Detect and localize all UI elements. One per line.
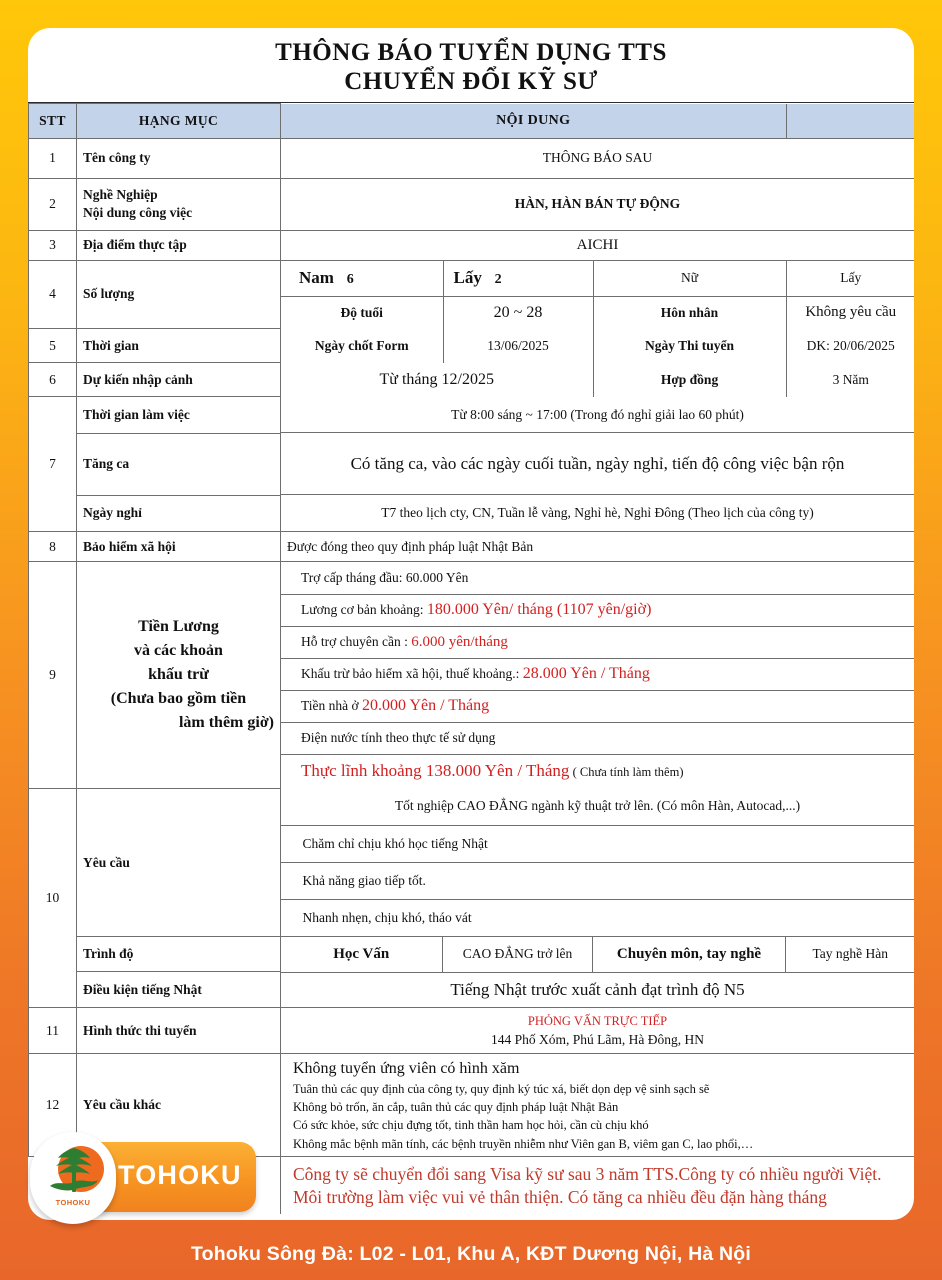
row-7-work-label: Thời gian làm việc (77, 397, 280, 433)
salary-line-7-note: ( Chưa tính làm thêm) (569, 765, 684, 780)
header-content-cell (281, 104, 915, 139)
row-4-male-label: Nam (299, 268, 334, 288)
salary-line-6: Điện nước tính theo thực tế sử dụng (281, 722, 914, 754)
row-4-take-count: 2 (494, 272, 502, 288)
row-9-no: 9 (29, 562, 77, 789)
title-line-2: CHUYỂN ĐỔI KỸ SƯ (344, 68, 598, 95)
row-4-age-label: Độ tuổi (281, 297, 443, 329)
row-7-off-label: Ngày nghỉ (77, 495, 280, 531)
row-4-male (281, 261, 443, 297)
row-3-no: 3 (29, 230, 77, 260)
salary-line-3 (281, 626, 914, 658)
row-4-no: 4 (29, 260, 77, 329)
salary-line-7-value: Thực lĩnh khoảng 138.000 Yên / Tháng (301, 761, 570, 781)
row-9-item (77, 562, 281, 789)
header-extra (786, 104, 914, 138)
row-6-grid (281, 363, 915, 397)
table-row (29, 1008, 915, 1054)
row-1-no: 1 (29, 138, 77, 178)
other-req-5: Không mắc bệnh mãn tính, các bệnh truyền nhiễm như Viên gan B, viêm gan C, lao phổi,… (293, 1136, 754, 1151)
salary-line-3-value: 6.000 yên/tháng (411, 633, 508, 650)
row-7-labels (77, 397, 281, 532)
row-10-skill-value: Tay nghề Hàn (812, 946, 889, 961)
address-bar (0, 1228, 942, 1280)
row-9-item-line3: khấu trừ (148, 665, 209, 683)
row-1-item: Tên công ty (77, 138, 281, 178)
row-8-value: Được đóng theo quy định pháp luật Nhật Bản (281, 532, 915, 562)
table-row (29, 363, 915, 397)
row-10-skill-label: Chuyên môn, tay nghề (593, 937, 786, 972)
table-row (29, 562, 915, 789)
table-row (29, 397, 915, 532)
salary-line-2-label: Lương cơ bản khoảng: (301, 602, 427, 617)
row-2-item (77, 178, 281, 230)
row-8-no: 8 (29, 532, 77, 562)
row-10-edu-label: Học Vấn (281, 937, 443, 972)
row-1-value: THÔNG BÁO SAU (281, 138, 915, 178)
table-row (29, 532, 915, 562)
row-9-item-line5: làm thêm giờ) (178, 713, 274, 731)
row-4-take (443, 261, 593, 297)
row-4-marital-label: Hôn nhân (593, 297, 786, 329)
row-7-ot-label: Tăng ca (77, 433, 280, 495)
table-row (29, 178, 915, 230)
other-req-3: Không bỏ trốn, ăn cắp, tuân thủ các quy định pháp luật Nhật Bản (293, 1100, 619, 1115)
row-5-exam-value: DK: 20/06/2025 (806, 337, 895, 353)
row-5-form-value: 13/06/2025 (443, 329, 593, 363)
row-11-value (281, 1008, 915, 1054)
row-4-item: Số lượng (77, 260, 281, 329)
pine-tree-icon (44, 1142, 104, 1200)
row-10-jp-value: Tiếng Nhật trước xuất cảnh đạt trình độ N5 (450, 979, 745, 999)
header-item: HẠNG MỤC (77, 104, 281, 139)
table-row (29, 138, 915, 178)
table-header-row (29, 104, 915, 139)
tohoku-logo (22, 1132, 262, 1224)
row-10-edu-value: CAO ĐẲNG trở lên (443, 937, 593, 972)
salary-line-7 (281, 754, 914, 788)
salary-line-4 (281, 658, 914, 690)
row-4-female-take: Lấy (786, 261, 914, 297)
logo-wordmark: TOHOKU (118, 1160, 242, 1190)
header-stt: STT (29, 104, 77, 139)
row-4-take-label: Lấy (453, 268, 482, 288)
row-3-value: AICHI (281, 230, 915, 260)
bottom-note-text: Công ty sẽ chuyển đổi sang Visa kỹ sư sau 3 năm TTS.Công ty có nhiều người Việt. Môi trường làm việc vui vẻ thân thiện. Có tăng ca nhiều đều đặn hàng tháng (293, 1163, 882, 1208)
row-2-item-line1: Nghề Nghiệp (83, 187, 158, 203)
row-7-no: 7 (29, 397, 77, 532)
row-9-salary-list (281, 562, 915, 789)
row-6-item: Dự kiến nhập cảnh (77, 363, 281, 397)
row-4-grid (281, 260, 915, 329)
row-5-exam-label: Ngày Thi tuyển (593, 329, 786, 363)
table-row (29, 260, 915, 329)
row-11-no: 11 (29, 1008, 77, 1054)
row-7-values (281, 397, 915, 532)
other-req-1: Không tuyển ứng viên có hình xăm (293, 1060, 520, 1077)
row-6-contract-label: Hợp đồng (593, 363, 786, 397)
requirement-1: Tốt nghiệp CAO ĐẲNG ngành kỹ thuật trở lên. (Có môn Hàn, Autocad,...) (281, 788, 915, 825)
table-row (29, 230, 915, 260)
salary-line-4-label: Khấu trừ bảo hiểm xã hội, thuế khoảng.: (301, 666, 523, 681)
row-3-item: Địa điểm thực tập (77, 230, 281, 260)
row-10-labels (77, 788, 281, 1008)
row-5-item: Thời gian (77, 329, 281, 363)
row-6-value: Từ tháng 12/2025 (281, 363, 593, 397)
salary-line-5 (281, 690, 914, 722)
row-5-form-label: Ngày chốt Form (281, 329, 443, 363)
row-2-item-line2: Nội dung công việc (83, 205, 193, 220)
row-11-item: Hình thức thi tuyển (77, 1008, 281, 1054)
salary-line-1: Trợ cấp tháng đầu: 60.000 Yên (281, 562, 914, 594)
row-11-value-black: 144 Phố Xóm, Phú Lãm, Hà Đông, HN (491, 1031, 704, 1047)
salary-line-4-value: 28.000 Yên / Tháng (522, 665, 650, 682)
salary-line-2 (281, 594, 914, 626)
row-10-level-label: Trình độ (77, 937, 280, 972)
row-12-value (281, 1054, 915, 1157)
requirement-3: Khả năng giao tiếp tốt. (281, 862, 915, 899)
row-11-value-red: PHỎNG VẤN TRỰC TIẾP (527, 1013, 668, 1028)
row-9-item-line4: (Chưa bao gồm tiền (110, 689, 247, 707)
salary-line-2-value: 180.000 Yên/ tháng (1107 yên/giờ) (426, 601, 652, 618)
other-req-2: Tuân thủ các quy định của công ty, quy định ký túc xá, biết dọn dẹp vệ sinh sạch sẽ (293, 1082, 710, 1097)
row-10-no: 10 (29, 788, 77, 1008)
row-4-female-label: Nữ (593, 261, 786, 297)
logo-subtext: TOHOKU (55, 1198, 91, 1207)
title-line-1: THÔNG BÁO TUYỂN DỤNG TTS (275, 39, 667, 66)
row-2-no: 2 (29, 178, 77, 230)
header-content: NỘI DUNG (281, 104, 786, 138)
requirement-4: Nhanh nhẹn, chịu khó, tháo vát (281, 899, 915, 936)
row-2-value: HÀN, HÀN BÁN TỰ ĐỘNG (281, 178, 915, 230)
row-10-req-label: Yêu cầu (77, 789, 280, 937)
document-sheet (28, 28, 914, 1220)
row-4-marital-value: Không yêu cầu (786, 297, 914, 329)
salary-line-5-label: Tiền nhà ở (301, 698, 363, 713)
table-row (29, 329, 915, 363)
row-12-no: 12 (29, 1054, 77, 1157)
other-req-4: Có sức khỏe, sức chịu đựng tốt, tinh thần ham học hỏi, cần cù chịu khó (293, 1118, 649, 1133)
row-10-values (281, 788, 915, 1008)
row-6-no: 6 (29, 363, 77, 397)
row-7-off-value: T7 theo lịch cty, CN, Tuần lễ vàng, Nghỉ hè, Nghỉ Đông (Theo lịch của công ty) (381, 505, 814, 520)
requirement-2: Chăm chỉ chịu khó học tiếng Nhật (281, 825, 915, 862)
row-4-male-count: 6 (346, 272, 354, 288)
row-10-jp-label: Điều kiện tiếng Nhật (77, 972, 280, 1007)
logo-badge-circle (30, 1132, 116, 1224)
row-9-item-line2: và các khoản (134, 641, 223, 659)
bottom-note-cell (281, 1156, 915, 1214)
salary-line-3-label: Hỗ trợ chuyên cần : (301, 633, 412, 649)
row-5-grid (281, 329, 915, 363)
row-12-item: Yêu cầu khác (77, 1054, 281, 1157)
page-title (28, 28, 914, 103)
row-6-contract-value: 3 Năm (832, 371, 869, 387)
row-9-item-line1: Tiền Lương (138, 617, 219, 635)
salary-line-5-value: 20.000 Yên / Tháng (362, 697, 490, 714)
recruitment-table (28, 103, 914, 1214)
row-4-age-value: 20 ~ 28 (443, 297, 593, 329)
row-7-work-value: Từ 8:00 sáng ~ 17:00 (Trong đó nghỉ giải lao 60 phút) (281, 397, 915, 433)
address-text: Tohoku Sông Đà: L02 - L01, Khu A, KĐT Dương Nội, Hà Nội (190, 1242, 752, 1265)
row-8-item: Bảo hiểm xã hội (77, 532, 281, 562)
row-5-no: 5 (29, 329, 77, 363)
row-7-ot-value: Có tăng ca, vào các ngày cuối tuần, ngày nghỉ, tiến độ công việc bận rộn (281, 433, 915, 495)
table-row (29, 788, 915, 1008)
